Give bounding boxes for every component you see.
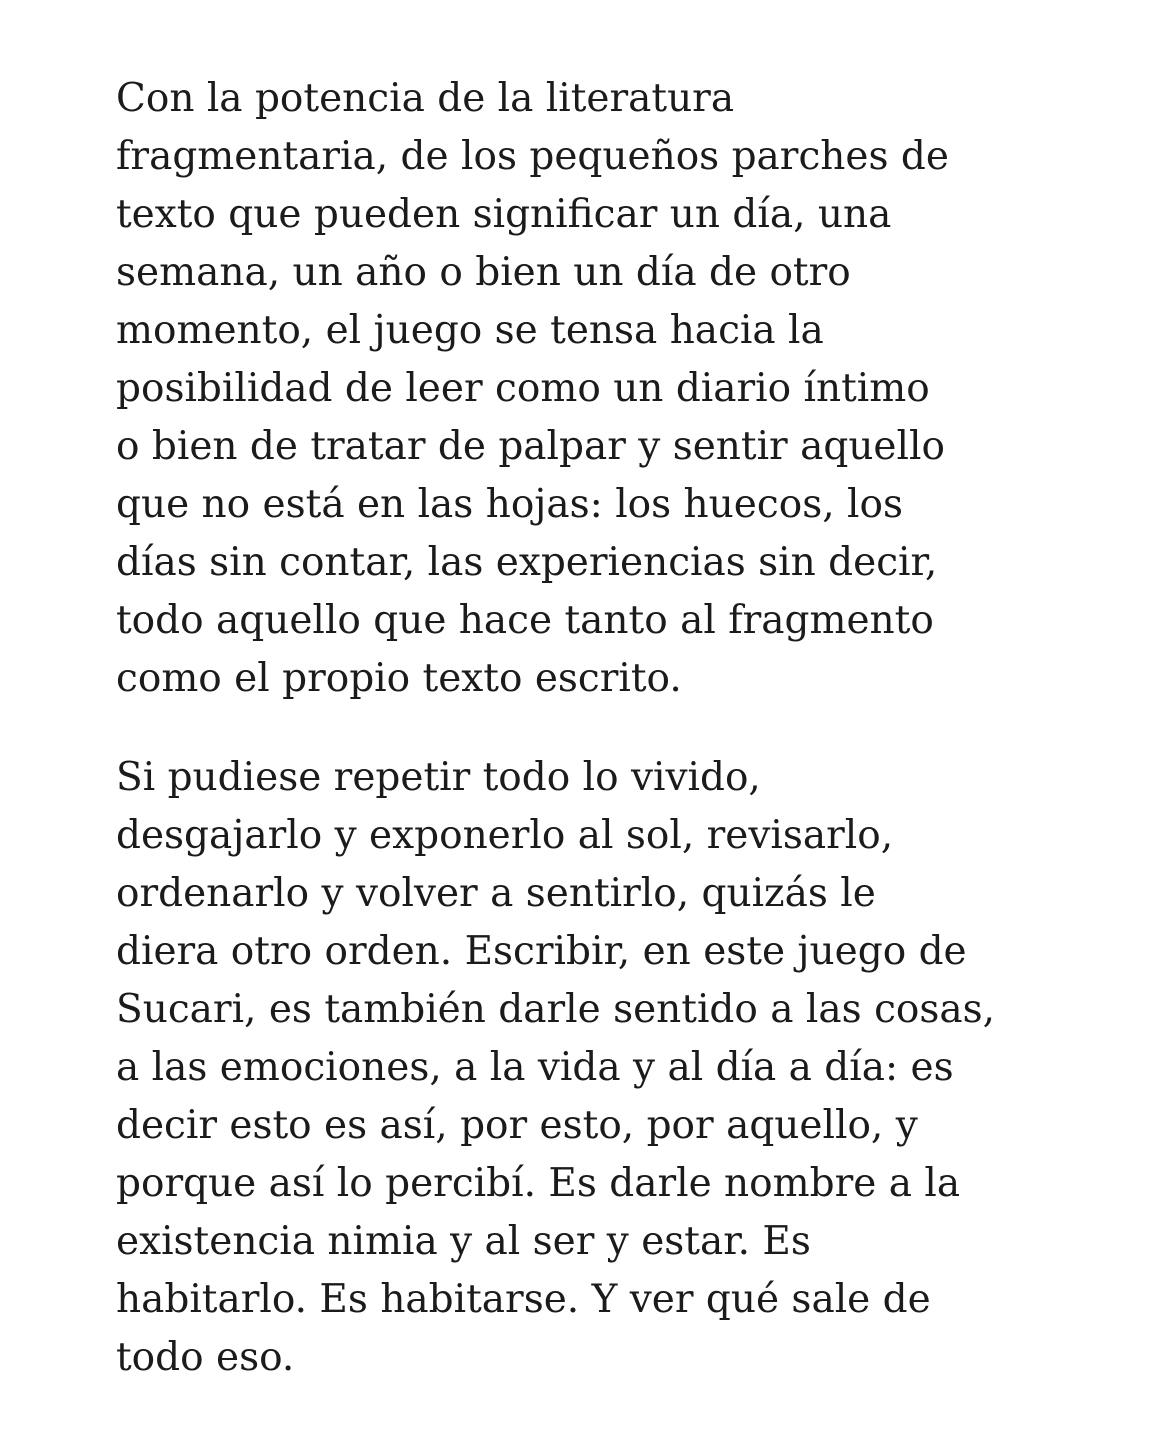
- text-line: desgajarlo y exponerlo al sol, revisarlo,: [116, 813, 894, 858]
- text-line: porque así lo percibí. Es darle nombre a la: [116, 1161, 961, 1206]
- paragraph-2: [116, 749, 1076, 1387]
- text-line: habitarlo. Es habitarse. Y ver qué sale de: [116, 1277, 931, 1322]
- document-page: [116, 70, 1076, 1387]
- text-line: texto que pueden significar un día, una: [116, 192, 892, 237]
- text-line: todo aquello que hace tanto al fragmento: [116, 598, 934, 643]
- text-line: posibilidad de leer como un diario íntimo: [116, 366, 930, 411]
- text-line: Si pudiese repetir todo lo vivido,: [116, 755, 761, 800]
- text-line: decir esto es así, por esto, por aquello, y: [116, 1103, 918, 1148]
- text-line: semana, un año o bien un día de otro: [116, 250, 851, 295]
- text-line: existencia nimia y al ser y estar. Es: [116, 1219, 811, 1264]
- text-line: momento, el juego se tensa hacia la: [116, 308, 824, 353]
- text-line: que no está en las hojas: los huecos, los: [116, 482, 903, 527]
- text-line: diera otro orden. Escribir, en este juego de: [116, 929, 967, 974]
- text-line: Sucari, es también darle sentido a las cosas,: [116, 987, 996, 1032]
- text-line: todo eso.: [116, 1335, 295, 1380]
- text-line: ordenarlo y volver a sentirlo, quizás le: [116, 871, 876, 916]
- text-line: a las emociones, a la vida y al día a día: es: [116, 1045, 954, 1090]
- text-line: días sin contar, las experiencias sin decir,: [116, 540, 938, 585]
- paragraph-1: [116, 70, 1076, 708]
- text-line: o bien de tratar de palpar y sentir aquello: [116, 424, 945, 469]
- text-line: fragmentaria, de los pequeños parches de: [116, 134, 949, 179]
- text-line: Con la potencia de la literatura: [116, 76, 735, 121]
- text-line: como el propio texto escrito.: [116, 656, 682, 701]
